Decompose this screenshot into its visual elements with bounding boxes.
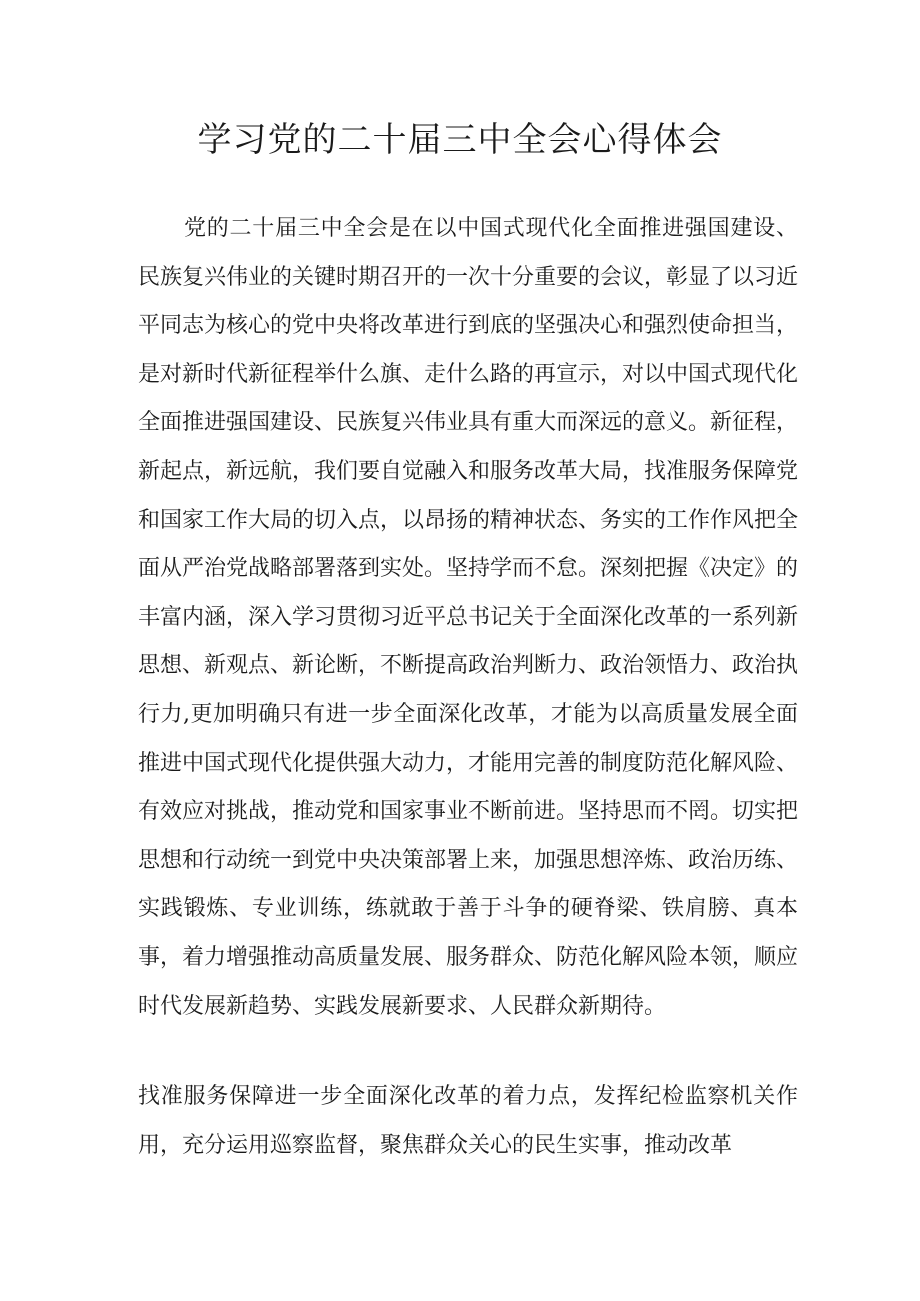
body-paragraph-1: 党的二十届三中全会是在以中国式现代化全面推进强国建设、民族复兴伟业的关键时期召开的一次十分重要的会议，彰显了以习近平同志为核心的党中央将改革进行到底的坚强决心和强烈使命担当，是对新时代新征程举什么旗、走什么路的再宣示，对以中国式现代化全面推进强国建设、民族复兴伟业具有重大而深远的意义。新征程，新起点，新远航，我们要自觉融入和服务改革大局，找准服务保障党和国家工作大局的切入点，以昂扬的精神状态、务实的工作作风把全面从严治党战略部署落到实处。坚持学而不怠。深刻把握《决定》的丰富内涵，深入学习贯彻习近平总书记关于全面深化改革的一系列新思想、新观点、新论断，不断提高政治判断力、政治领悟力、政治执行力,更加明确只有进一步全面深化改革，才能为以高质量发展全面推进中国式现代化提供强大动力，才能用完善的制度防范化解风险、有效应对挑战，推动党和国家事业不断前进。坚持思而不罔。切实把思想和行动统一到党中央决策部署上来，加强思想淬炼、政治历练、实践锻炼、专业训练，练就敢于善于斗争的硬脊梁、铁肩膀、真本事，着力增强推动高质量发展、服务群众、防范化解风险本领，顺应时代发展新趋势、实践发展新要求、人民群众新期待。 — [138, 216, 799, 1019]
body-paragraph-2: 找准服务保障进一步全面深化改革的着力点，发挥纪检监察机关作用，充分运用巡察监督，聚焦群众关心的民生实事，推动改革 — [138, 1084, 798, 1158]
document-title: 学习党的二十届三中全会心得体会 — [197, 120, 723, 160]
